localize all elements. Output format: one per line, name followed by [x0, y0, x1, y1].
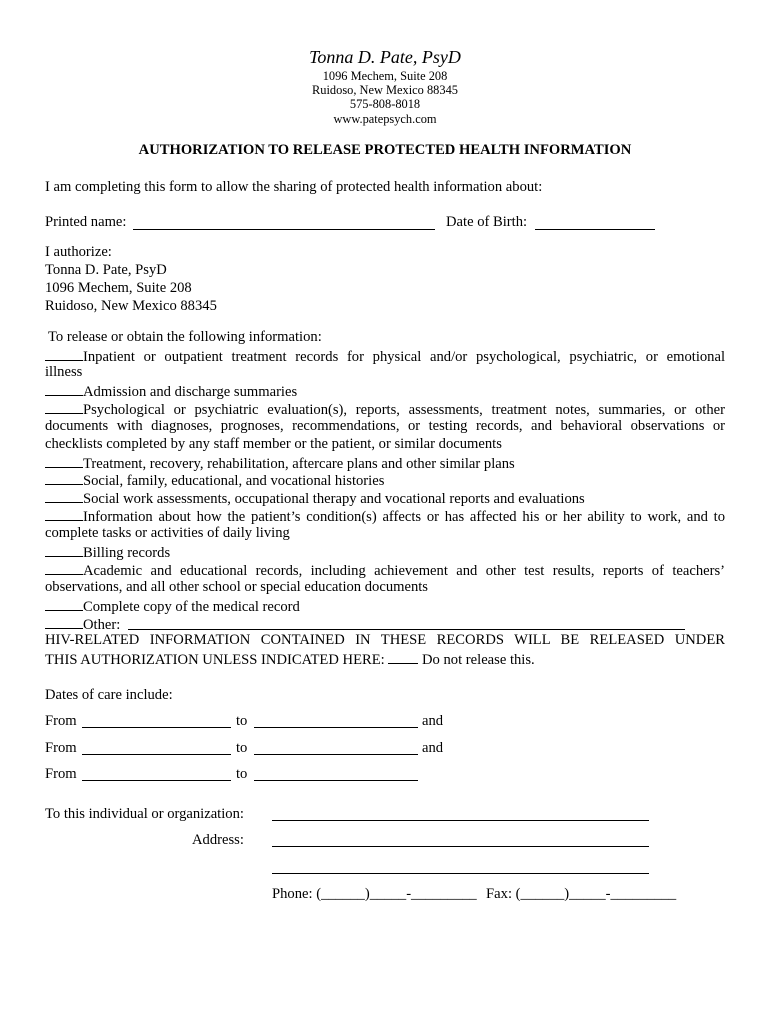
phone-fax-line: [272, 886, 676, 904]
checklist-item-complete-record: Complete copy of the medical record: [45, 597, 300, 617]
checkbox-blank[interactable]: [45, 471, 83, 485]
checkbox-blank[interactable]: [45, 615, 83, 629]
release-intro: To release or obtain the following information:: [48, 329, 322, 345]
checklist-item-other: Other:: [45, 615, 120, 635]
date-to-label-1: to: [236, 713, 248, 729]
printed-name-label: Printed name:: [45, 214, 127, 230]
provider-address-line1: 1096 Mechem, Suite 208: [322, 69, 448, 83]
dates-of-care-label: Dates of care include:: [45, 687, 173, 703]
date-to-field-2[interactable]: [254, 754, 418, 755]
hiv-notice-line2: THIS AUTHORIZATION UNLESS INDICATED HERE: Do not release this.: [45, 652, 535, 668]
date-and-label-2: and: [422, 740, 444, 756]
checklist-item-inpatient-cont: illness: [45, 364, 83, 380]
checklist-item-social-work: Social work assessments, occupational therapy and vocational reports and evaluations: [45, 489, 585, 509]
provider-phone: 575-808-8018: [349, 97, 421, 111]
checklist-item-condition: Information about how the patient’s condition(s) affects or has affected his or her ability to work, and to: [45, 507, 725, 527]
date-and-label-1: and: [422, 713, 444, 729]
date-from-label-2: From: [45, 740, 77, 756]
other-field[interactable]: [128, 629, 685, 630]
authorize-label: I authorize:: [45, 244, 112, 260]
checklist-item-psychological: Psychological or psychiatric evaluation(s), reports, assessments, treatment notes, summaries, or other: [45, 400, 725, 420]
date-to-label-2: to: [236, 740, 248, 756]
date-to-label-3: to: [236, 766, 248, 782]
authorize-address-line2: Ruidoso, New Mexico 88345: [45, 298, 217, 314]
checkbox-blank[interactable]: [45, 454, 83, 468]
authorize-address-line1: 1096 Mechem, Suite 208: [45, 280, 192, 296]
checkbox-blank[interactable]: [45, 543, 83, 557]
address-label: Address:: [192, 832, 244, 848]
provider-name: Tonna D. Pate, PsyD: [309, 47, 461, 67]
phone-field[interactable]: (______)_____-_________: [316, 886, 477, 902]
date-from-field-2[interactable]: [82, 754, 231, 755]
dob-field[interactable]: [535, 229, 655, 230]
date-from-field-3[interactable]: [82, 780, 231, 781]
date-from-label-3: From: [45, 766, 77, 782]
checklist-item-academic: Academic and educational records, including achievement and other test results, reports of teachers’: [45, 561, 725, 581]
date-from-field-1[interactable]: [82, 727, 231, 728]
address-field-2[interactable]: [272, 873, 649, 874]
do-not-release-checkbox[interactable]: [388, 650, 418, 664]
date-from-label-1: From: [45, 713, 77, 729]
phone-label: Phone:: [272, 886, 313, 902]
checklist-item-academic-cont: observations, and all other school or special education documents: [45, 579, 428, 595]
date-to-field-3[interactable]: [254, 780, 418, 781]
checklist-item-billing: Billing records: [45, 543, 170, 563]
checklist-item-psychological-cont: documents with diagnoses, prognoses, recommendations, or testing records, and behavioral observations or: [45, 418, 725, 434]
fax-field[interactable]: (______)_____-_________: [515, 886, 677, 902]
provider-address-line2: Ruidoso, New Mexico 88345: [312, 83, 458, 97]
checklist-item-condition-cont: complete tasks or activities of daily living: [45, 525, 290, 541]
checkbox-blank[interactable]: [45, 400, 83, 414]
printed-name-field[interactable]: [133, 229, 435, 230]
checklist-item-social-family: Social, family, educational, and vocational histories: [45, 471, 384, 491]
checklist-item-inpatient: Inpatient or outpatient treatment records for physical and/or psychological, psychiatric, or emotional: [45, 347, 725, 367]
form-title: AUTHORIZATION TO RELEASE PROTECTED HEALTH INFORMATION: [138, 142, 632, 158]
authorize-name: Tonna D. Pate, PsyD: [45, 262, 167, 278]
checklist-item-treatment: Treatment, recovery, rehabilitation, aftercare plans and other similar plans: [45, 454, 515, 474]
fax-label: Fax:: [486, 886, 512, 902]
date-to-field-1[interactable]: [254, 727, 418, 728]
checkbox-blank[interactable]: [45, 597, 83, 611]
checklist-item-admission: Admission and discharge summaries: [45, 382, 297, 402]
checkbox-blank[interactable]: [45, 489, 83, 503]
recipient-label: To this individual or organization:: [45, 806, 244, 822]
checkbox-blank[interactable]: [45, 347, 83, 361]
address-field-1[interactable]: [272, 846, 649, 847]
provider-website: www.patepsych.com: [333, 112, 437, 126]
checkbox-blank[interactable]: [45, 382, 83, 396]
recipient-field[interactable]: [272, 820, 649, 821]
checkbox-blank[interactable]: [45, 507, 83, 521]
checkbox-blank[interactable]: [45, 561, 83, 575]
hiv-notice-line1: HIV-RELATED INFORMATION CONTAINED IN THESE RECORDS WILL BE RELEASED UNDER: [45, 632, 725, 648]
dob-label: Date of Birth:: [446, 214, 528, 230]
intro-text: I am completing this form to allow the sharing of protected health information about:: [45, 179, 543, 195]
checklist-item-psychological-cont2: checklists completed by any staff member or the patient, or similar documents: [45, 436, 502, 452]
